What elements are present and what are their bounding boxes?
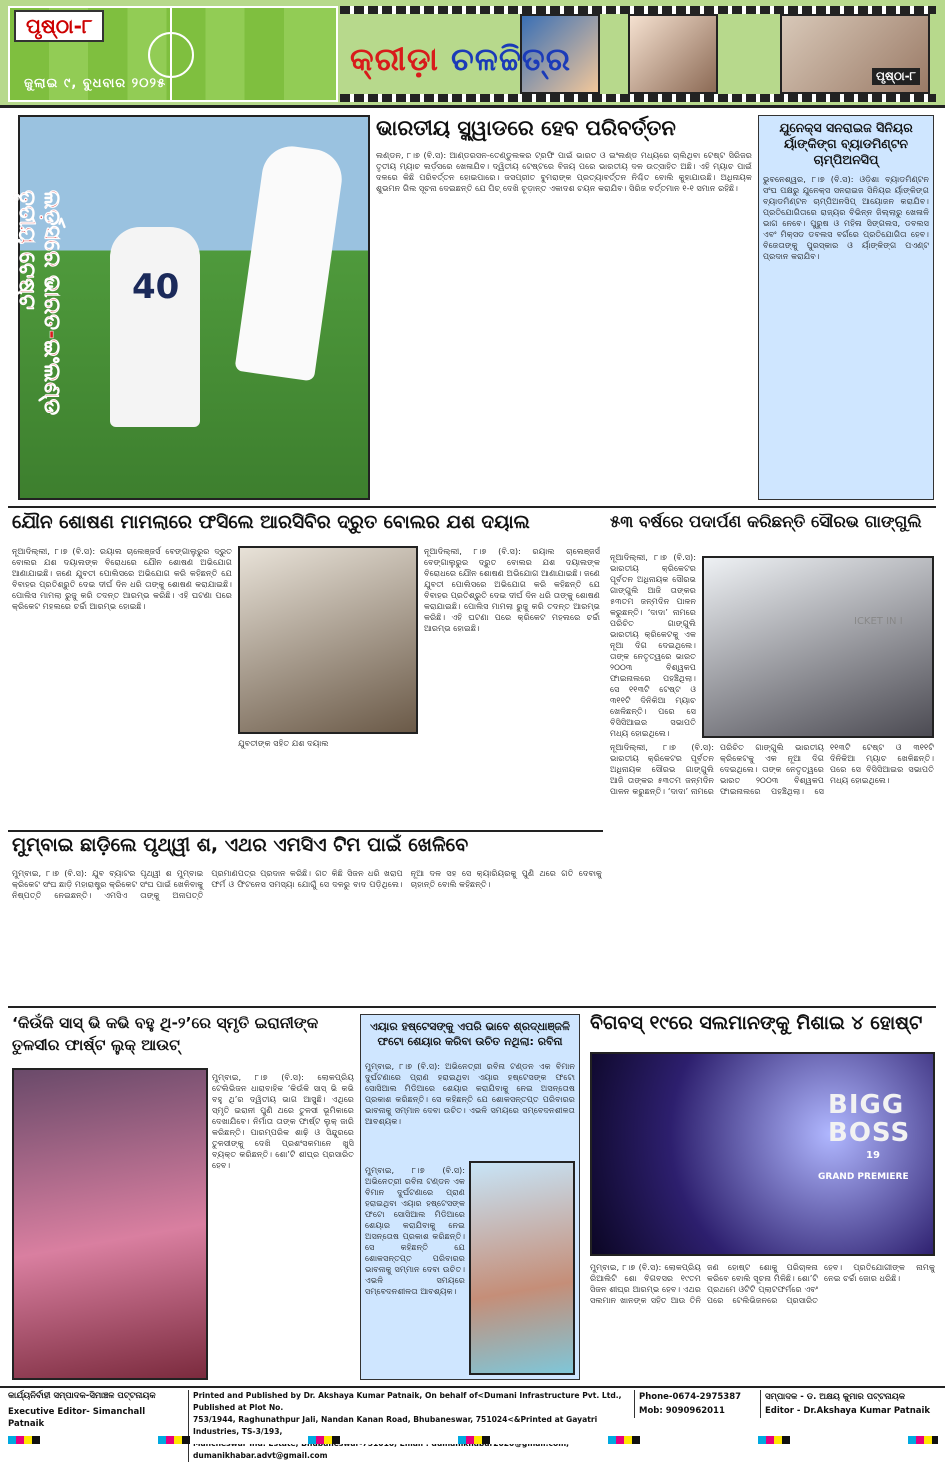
- section-title-part1: କ୍ରୀଡ଼ା: [350, 40, 439, 78]
- sourav-ganguly-photo: [702, 556, 934, 738]
- story8-headline: ବିଗବସ୍ ୧୯ରେ ସଲମାନଙ୍କୁ ମିଶାଇ ୪ ହୋଷ୍ଟ: [590, 1012, 923, 1034]
- jersey-number: 40: [132, 267, 180, 307]
- story1-body: [376, 150, 752, 500]
- divider: [8, 830, 603, 832]
- logo-number: 19: [866, 1150, 880, 1161]
- footer-contact: [634, 1390, 754, 1418]
- story7-text: ମୁମ୍ବାଇ, ୮।୭ (ବି.ସ): ଅଭିନେତ୍ରୀ ରବିନା ଟଣ୍ଡନ ଏକ ବିମାନ ଦୁର୍ଘଟଣାରେ ପ୍ରାଣ ହରାଇଥିବା ଏୟାର ହଷ୍ଟେସଙ୍କ ଫଟୋ ସୋସିଆଲ ମିଡିଆରେ ଶେୟାର କରାଯିବାକୁ ନେଇ ଅସନ୍ତୋଷ ପ୍ରକାଶ କରିଛନ୍ତି। ସେ କହିଛନ୍ତି ଯେ ଶୋକସନ୍ତପ୍ତ ପରିବାରର ଭାବନାକୁ ସମ୍ମାନ ଦେବା ଉଚିତ। ଏଭଳି ସମୟରେ ସମ୍ବେଦନଶୀଳତା ଆବଶ୍ୟକ।: [365, 1061, 575, 1126]
- film-strip-bottom: [340, 94, 936, 102]
- story1-text: ଲଣ୍ଡନ, ୮।୭ (ବି.ସ): ଆଣ୍ଡରସନ-ତେଣ୍ଡୁଲକର ଟ୍ରଫି ପାଇଁ ଭାରତ ଓ ଇଂଲଣ୍ଡ ମଧ୍ୟରେ ଚାଲିଥିବା ଟେଷ୍ଟ ସିରିଜର ତୃତୀୟ ମ୍ୟାଚ ଲର୍ଡ଼ସରେ ଖେଳାଯିବ। ଦ୍ୱିତୀୟ ଟେଷ୍ଟରେ ବିଜୟ ପରେ ଭାରତୀୟ ଦଳ ଉତ୍ସାହିତ ଅଛି। ଏହି ମ୍ୟାଚ ପାଇଁ ଦଳରେ କିଛି ପରିବର୍ତ୍ତନ ହୋଇପାରେ। ଜସପ୍ରୀତ ବୁମରାଙ୍କ ପ୍ରତ୍ୟାବର୍ତ୍ତନ ନିଶ୍ଚିତ ବୋଲି କୁହାଯାଉଛି। ଅଧିନାୟକ ଶୁଭମନ ଗିଲ ସୂଚନା ଦେଇଛନ୍ତି ଯେ ପିଚ୍ ଦେଖି ଚୂଡ଼ାନ୍ତ ଏକାଦଶ ଚୟନ କରାଯିବ। ସିରିଜ ବର୍ତ୍ତମାନ ୧-୧ ସମାନ ରହିଛି।: [376, 150, 752, 193]
- registration-color-bar: [8, 1436, 938, 1444]
- printed-line-3: dumanikhabar.advt@gmail.com: [193, 1451, 328, 1460]
- footer-printer-info: [188, 1390, 628, 1462]
- page-number-label: ପୃଷ୍ଠା-୮: [14, 10, 104, 42]
- logo-bigg: BIGG: [828, 1090, 905, 1120]
- footer-executive-editor: [8, 1390, 184, 1430]
- story7-body: [365, 1061, 575, 1161]
- bigg-boss-promo-photo: [590, 1052, 935, 1256]
- field-center-circle: [148, 32, 194, 78]
- story3-headline: ଯୌନ ଶୋଷଣ ମାମଲାରେ ଫସିଲେ ଆରସିବିର ଦ୍ରୁତ ବୋଲର ଯଶ ଦୟାଲ: [12, 512, 530, 533]
- story7-text-2: ମୁମ୍ବାଇ, ୮।୭ (ବି.ସ): ଅଭିନେତ୍ରୀ ରବିନା ଟଣ୍ଡନ ଏକ ବିମାନ ଦୁର୍ଘଟଣାରେ ପ୍ରାଣ ହରାଇଥିବା ଏୟାର ହଷ୍ଟେସଙ୍କ ଫଟୋ ସୋସିଆଲ ମିଡିଆରେ ଶେୟାର କରାଯିବାକୁ ନେଇ ଅସନ୍ତୋଷ ପ୍ରକାଶ କରିଛନ୍ତି। ସେ କହିଛନ୍ତି ଯେ ଶୋକସନ୍ତପ୍ତ ପରିବାରର ଭାବନାକୁ ସମ୍ମାନ ଦେବା ଉଚିତ। ଏଭଳି ସମୟରେ ସମ୍ବେଦନଶୀଳତା ଆବଶ୍ୟକ।: [365, 1165, 465, 1296]
- story5-text: ମୁମ୍ବାଇ, ୮।୭ (ବି.ସ): ଯୁବ ବ୍ୟାଟର ପୃଥ୍ୱୀ ଶ ମୁମ୍ବାଇ କ୍ରିକେଟ ସଂଘ ଛାଡ଼ି ମହାରାଷ୍ଟ୍ର କ୍ରିକେଟ ସଂଘ ପାଇଁ ଖେଳିବାକୁ ନିଷ୍ପତ୍ତି ନେଇଛନ୍ତି। ଏମସିଏ ତାଙ୍କୁ ଅନାପତ୍ତି ପ୍ରମାଣପତ୍ର ପ୍ରଦାନ କରିଛି। ଗତ କିଛି ସିଜନ ଧରି ଖରାପ ଫର୍ମ ଓ ଫିଟନେସ ସମସ୍ୟା ଯୋଗୁଁ ସେ ଦଳରୁ ବାଦ ପଡ଼ିଥିଲେ। ନୂଆ ଦଳ ସହ ସେ କ୍ୟାରିୟରକୁ ପୁଣି ଥରେ ଗତି ଦେବାକୁ ଚାହାନ୍ତି ବୋଲି କହିଛନ୍ତି।: [12, 868, 602, 900]
- logo-boss: BOSS: [828, 1118, 911, 1148]
- section-title: [350, 40, 571, 79]
- story8-text: ମୁମ୍ବାଇ, ୮।୭ (ବି.ସ): ଲୋକପ୍ରିୟ ରିଆଲିଟି ଶୋ ବିଗବସର ୧୯ତମ ସିଜନ ଶୀଘ୍ର ଆରମ୍ଭ ହେବ। ଏଥର ସଲମାନ ଖାନଙ୍କ ସହିତ ଆଉ ତିନି ଜଣ ହୋଷ୍ଟ ଶୋକୁ ପରିଚାଳନା କରିବେ ବୋଲି ସୂଚନା ମିଳିଛି। ଶୋ’ଟି ପ୍ରଥମେ ଓଟିଟି ପ୍ଲାଟଫର୍ମରେ ଏବଂ ପରେ ଟେଲିଭିଜନରେ ପ୍ରସାରିତ ହେବ। ପ୍ରତିଯୋଗୀଙ୍କ ନାମକୁ ନେଇ ଚର୍ଚ୍ଚା ଜୋର ଧରିଛି।: [590, 1262, 935, 1305]
- actress-photo: [628, 14, 718, 94]
- section-title-part2: ଚଳଚ୍ଚିତ୍ର: [451, 40, 571, 78]
- phone-number: Phone-0674-2975387: [639, 1392, 742, 1402]
- photo-side-caption: ଲର୍ଡ଼ସରେ ଭାରତ-ଇଂଲଣ୍ଡ ତୃତୀୟ ଟେଷ୍ଟ: [14, 190, 64, 415]
- divider: [8, 506, 936, 508]
- logo-subtitle: GRAND PREMIERE: [818, 1172, 909, 1182]
- issue-date: ଜୁଲାଇ ୯, ବୁଧବାର ୨୦୨୫: [24, 76, 167, 91]
- story3-text: ନୂଆଦିଲ୍ଲୀ, ୮।୭ (ବି.ସ): ରୟାଲ ଚାଲେଞ୍ଜର୍ସ ବେଙ୍ଗାଲୁରୁର ଦ୍ରୁତ ବୋଲର ଯଶ ଦୟାଲଙ୍କ ବିରୋଧରେ ଯୌନ ଶୋଷଣ ଅଭିଯୋଗ ଆଣାଯାଇଛି। ଜଣେ ଯୁବତୀ ପୋଲିସରେ ଅଭିଯୋଗ କରି କହିଛନ୍ତି ଯେ ବିବାହର ପ୍ରତିଶ୍ରୁତି ଦେଇ ଦୀର୍ଘ ଦିନ ଧରି ତାଙ୍କୁ ଶୋଷଣ କରାଯାଇଛି। ପୋଲିସ ମାମଲା ରୁଜୁ କରି ତଦନ୍ତ ଆରମ୍ଭ କରିଛି। ଏହି ଘଟଣା ପରେ କ୍ରିକେଟ ମହଲରେ ଚର୍ଚ୍ଚା ଆରମ୍ଭ ହୋଇଛି।: [12, 546, 232, 611]
- story7-body-2: [365, 1165, 465, 1375]
- story5-headline: ମୁମ୍ବାଇ ଛାଡ଼ିଲେ ପୃଥ୍ୱୀ ଶ, ଏଥର ଏମସିଏ ଟିମ ପାଇଁ ଖେଳିବେ: [12, 834, 469, 856]
- story4-text: ନୂଆଦିଲ୍ଲୀ, ୮।୭ (ବି.ସ): ଭାରତୀୟ କ୍ରିକେଟର ପୂର୍ବତନ ଅଧିନାୟକ ସୌରଭ ଗାଙ୍ଗୁଲି ଆଜି ତାଙ୍କର ୫୩ତମ ଜନ୍ମଦିନ ପାଳନ କରୁଛନ୍ତି। ‘ଦାଦା’ ନାମରେ ପରିଚିତ ଗାଙ୍ଗୁଲି ଭାରତୀୟ କ୍ରିକେଟକୁ ଏକ ନୂଆ ଦିଗ ଦେଇଥିଲେ। ତାଙ୍କ ନେତୃତ୍ୱରେ ଭାରତ ୨୦୦୩ ବିଶ୍ୱକପ ଫାଇନାଲରେ ପହଞ୍ଚିଥିଲା। ସେ ୧୧୩ଟି ଟେଷ୍ଟ ଓ ୩୧୧ଟି ଦିନିକିଆ ମ୍ୟାଚ ଖେଳିଛନ୍ତି। ପରେ ସେ ବିସିସିଆଇର ସଭାପତି ମଧ୍ୟ ହୋଇଥିଲେ।: [610, 552, 696, 738]
- photo-backdrop-text: ICKET IN I: [854, 616, 903, 627]
- story2-body: [763, 174, 929, 474]
- smriti-irani-photo: [12, 1068, 208, 1380]
- story4-body-right: [610, 742, 934, 1002]
- story4-text-2: ନୂଆଦିଲ୍ଲୀ, ୮।୭ (ବି.ସ): ଭାରତୀୟ କ୍ରିକେଟର ପୂର୍ବତନ ଅଧିନାୟକ ସୌରଭ ଗାଙ୍ଗୁଲି ଆଜି ତାଙ୍କର ୫୩ତମ ଜନ୍ମଦିନ ପାଳନ କରୁଛନ୍ତି। ‘ଦାଦା’ ନାମରେ ପରିଚିତ ଗାଙ୍ଗୁଲି ଭାରତୀୟ କ୍ରିକେଟକୁ ଏକ ନୂଆ ଦିଗ ଦେଇଥିଲେ। ତାଙ୍କ ନେତୃତ୍ୱରେ ଭାରତ ୨୦୦୩ ବିଶ୍ୱକପ ଫାଇନାଲରେ ପହଞ୍ଚିଥିଲା। ସେ ୧୧୩ଟି ଟେଷ୍ଟ ଓ ୩୧୧ଟି ଦିନିକିଆ ମ୍ୟାଚ ଖେଳିଛନ୍ତି। ପରେ ସେ ବିସିସିଆଇର ସଭାପତି ମଧ୍ୟ ହୋଇଥିଲେ।: [610, 742, 934, 796]
- footer-editor: [760, 1390, 938, 1418]
- story3-body-left: [12, 546, 232, 826]
- editor-english: Editor - Dr.Akshaya Kumar Patnaik: [765, 1406, 931, 1416]
- story3-text-2: ନୂଆଦିଲ୍ଲୀ, ୮।୭ (ବି.ସ): ରୟାଲ ଚାଲେଞ୍ଜର୍ସ ବେଙ୍ଗାଲୁରୁର ଦ୍ରୁତ ବୋଲର ଯଶ ଦୟାଲଙ୍କ ବିରୋଧରେ ଯୌନ ଶୋଷଣ ଅଭିଯୋଗ ଆଣାଯାଇଛି। ଜଣେ ଯୁବତୀ ପୋଲିସରେ ଅଭିଯୋଗ କରି କହିଛନ୍ତି ଯେ ବିବାହର ପ୍ରତିଶ୍ରୁତି ଦେଇ ଦୀର୍ଘ ଦିନ ଧରି ତାଙ୍କୁ ଶୋଷଣ କରାଯାଇଛି। ପୋଲିସ ମାମଲା ରୁଜୁ କରି ତଦନ୍ତ ଆରମ୍ଭ କରିଛି। ଏହି ଘଟଣା ପରେ କ୍ରିକେଟ ମହଲରେ ଚର୍ଚ୍ଚା ଆରମ୍ଭ ହୋଇଛି।: [424, 546, 600, 633]
- story3-caption: [238, 738, 418, 828]
- printed-line-2: 753/1944, Raghunathpur Jali, Nandan Kanan Road, Bhubaneswar, 751024<&Printed at Gayatri Industries, TS-3/193,: [193, 1415, 598, 1436]
- printed-line-1: Printed and Published by Dr. Akshaya Kumar Patnaik, On behalf of<Dumani Infrastructure Pvt. Ltd., Published at Plot No.: [193, 1391, 622, 1412]
- story8-body: [590, 1262, 935, 1380]
- story4-headline: ୫୩ ବର୍ଷରେ ପଦାର୍ପଣ କରିଛନ୍ତି ସୌରଭ ଗାଙ୍ଗୁଲି: [610, 512, 922, 531]
- story1-headline: ଭାରତୀୟ ସ୍କ୍ୱାଡରେ ହେବ ପରିବର୍ତ୍ତନ: [376, 116, 676, 140]
- story3-caption-text: ଯୁବତୀଙ୍କ ସହିତ ଯଶ ଦୟାଲ: [238, 738, 329, 748]
- film-strip-top: [340, 6, 936, 14]
- story3-body-right: [424, 546, 600, 826]
- yash-dayal-photo: [238, 546, 418, 734]
- story7-box: [360, 1014, 580, 1380]
- divider: [8, 1006, 936, 1008]
- mobile-number: Mob: 9090962011: [639, 1406, 725, 1416]
- story2-headline: ଯୁନେକ୍ସ ସନରାଇଜ ସିନିୟର ର୍ୟାଙ୍କିଙ୍ଗ ବ୍ୟାଡମିଣ୍ଟନ ଚାମ୍ପିଅନସିପ୍: [779, 120, 913, 167]
- story6-headline: ‘କିଉଁକି ସାସ୍ ଭି କଭି ବହୁ ଥି-୨’ରେ ସ୍ମୃତି ଇରାନୀଙ୍କ ତୁଳସୀର ଫାର୍ଷ୍ଟ ଲୁକ୍ ଆଉଟ୍: [12, 1014, 319, 1054]
- exec-editor-odia: କାର୍ଯ୍ୟନିର୍ବାହୀ ସମ୍ପାଦକ-ସିମାଞ୍ଚଳ ପଟ୍ଟନାୟକ: [8, 1391, 156, 1401]
- story6-text: ମୁମ୍ବାଇ, ୮।୭ (ବି.ସ): ଲୋକପ୍ରିୟ ଟେଲିଭିଜନ ଧାରାବାହିକ ‘କିଉଁକି ସାସ୍ ଭି କଭି ବହୁ ଥି’ର ଦ୍ୱିତୀୟ ଭାଗ ଆସୁଛି। ଏଥିରେ ସ୍ମୃତି ଇରାନୀ ପୁଣି ଥରେ ତୁଳସୀ ଭୂମିକାରେ ଦେଖାଯିବେ। ନିର୍ମାତା ତାଙ୍କ ଫାର୍ଷ୍ଟ ଲୁକ୍ ଜାରି କରିଛନ୍ତି। ପାରମ୍ପରିକ ଶାଢ଼ି ଓ ସିନ୍ଦୁରରେ ତୁଳସୀଙ୍କୁ ଦେଖି ପ୍ରଶଂସକମାନେ ଖୁସି ବ୍ୟକ୍ତ କରିଛନ୍ତି। ଶୋ’ଟି ଶୀଘ୍ର ପ୍ରସାରିତ ହେବ।: [212, 1072, 354, 1170]
- page-number-right: ପୃଷ୍ଠା-୮: [872, 68, 920, 85]
- cricket-match-photo: [14, 115, 370, 500]
- exec-editor-english: Executive Editor- Simanchall Patnaik: [8, 1407, 146, 1429]
- raveena-tandon-photo: [469, 1161, 575, 1375]
- story2-text: ଭୁବନେଶ୍ୱର, ୮।୭ (ବି.ସ): ଓଡ଼ିଶା ବ୍ୟାଡମିଣ୍ଟନ ସଂଘ ପକ୍ଷରୁ ଯୁନେକ୍ସ ସନରାଇଜ ସିନିୟର ର୍ୟାଙ୍କିଙ୍ଗ ବ୍ୟାଡମିଣ୍ଟନ ଚାମ୍ପିଅନସିପ୍ ଆୟୋଜନ କରାଯିବ। ପ୍ରତିଯୋଗିତାରେ ରାଜ୍ୟର ବିଭିନ୍ନ ଜିଲ୍ଲାରୁ ଖେଳାଳି ଭାଗ ନେବେ। ପୁରୁଷ ଓ ମହିଳା ସିଙ୍ଗଲସ, ଡବଲସ ଏବଂ ମିକ୍ସଡ ଡବଲସ ବର୍ଗରେ ପ୍ରତିଯୋଗିତା ହେବ। ବିଜେତାଙ୍କୁ ପୁରସ୍କାର ଓ ର୍ୟାଙ୍କିଙ୍ଗ ପଏଣ୍ଟ ପ୍ରଦାନ କରାଯିବ।: [763, 174, 929, 261]
- editor-odia: ସମ୍ପାଦକ - ଡ. ଅକ୍ଷୟ କୁମାର ପଟ୍ଟନାୟକ: [765, 1392, 906, 1402]
- story5-body: [12, 868, 602, 1000]
- story7-headline: ଏୟାର ହଷ୍ଟେସଙ୍କୁ ଏପରି ଭାବେ ଶ୍ରଦ୍ଧାଞ୍ଜଳି ଫଟୋ ଶେୟାର କରିବା ଉଚିତ ନଥିଲା: ରବିନା: [370, 1020, 570, 1048]
- story6-body: [212, 1072, 354, 1378]
- story2-box: [758, 115, 934, 500]
